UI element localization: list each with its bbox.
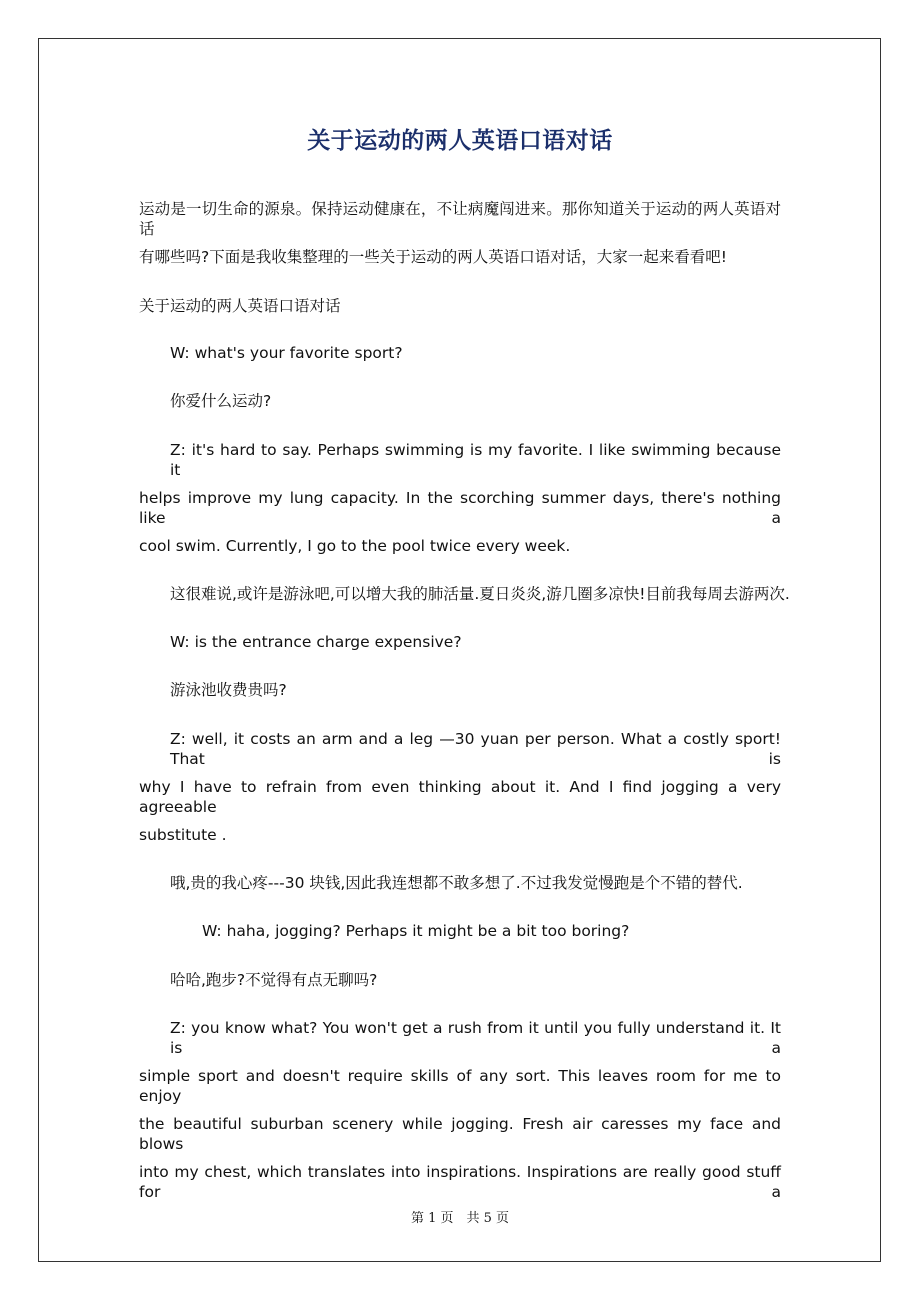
dialogue-line: cool swim. Currently, I go to the pool twice every week.: [139, 537, 571, 555]
document-title: 关于运动的两人英语口语对话: [307, 128, 613, 154]
translation-line: 你爱什么运动?: [170, 392, 272, 410]
dialogue-line: simple sport and doesn't require skills of any sort. This leaves room for me to enjoy: [139, 1067, 781, 1105]
dialogue-line: Z: it's hard to say. Perhaps swimming is my favorite. I like swimming because it: [170, 441, 781, 479]
section-heading: 关于运动的两人英语口语对话: [139, 297, 341, 315]
translation-line: 游泳池收费贵吗?: [170, 681, 287, 699]
dialogue-line: Z: you know what? You won't get a rush from it until you fully understand it. It is a: [170, 1019, 781, 1057]
translation-line: 哦,贵的我心疼---30 块钱,因此我连想都不敢多想了.不过我发觉慢跑是个不错的替代.: [170, 874, 743, 892]
dialogue-line: why I have to refrain from even thinking about it. And I find jogging a very agreeable: [139, 778, 781, 816]
intro-line: 运动是一切生命的源泉。保持运动健康在，不让病魔闯进来。那你知道关于运动的两人英语对话: [139, 200, 781, 238]
dialogue-line: W: is the entrance charge expensive?: [170, 633, 462, 651]
translation-line: 这很难说,或许是游泳吧,可以增大我的肺活量.夏日炎炎,游几圈多凉快!目前我每周去游两次.: [170, 585, 790, 603]
translation-line: 哈哈,跑步?不觉得有点无聊吗?: [170, 971, 378, 989]
intro-line: 有哪些吗?下面是我收集整理的一些关于运动的两人英语口语对话，大家一起来看看吧!: [139, 248, 727, 266]
dialogue-line: substitute .: [139, 826, 227, 844]
dialogue-line: into my chest, which translates into inspirations. Inspirations are really good stuff for a: [139, 1163, 781, 1201]
dialogue-line: W: haha, jogging? Perhaps it might be a bit too boring?: [202, 922, 630, 940]
dialogue-line: W: what's your favorite sport?: [170, 344, 403, 362]
page-number-footer: 第 1 页 共 5 页: [410, 1211, 510, 1226]
dialogue-line: the beautiful suburban scenery while jogging. Fresh air caresses my face and blows: [139, 1115, 781, 1153]
dialogue-line: helps improve my lung capacity. In the scorching summer days, there's nothing like a: [139, 489, 781, 527]
dialogue-line: Z: well, it costs an arm and a leg —30 yuan per person. What a costly sport! That is: [170, 730, 781, 768]
